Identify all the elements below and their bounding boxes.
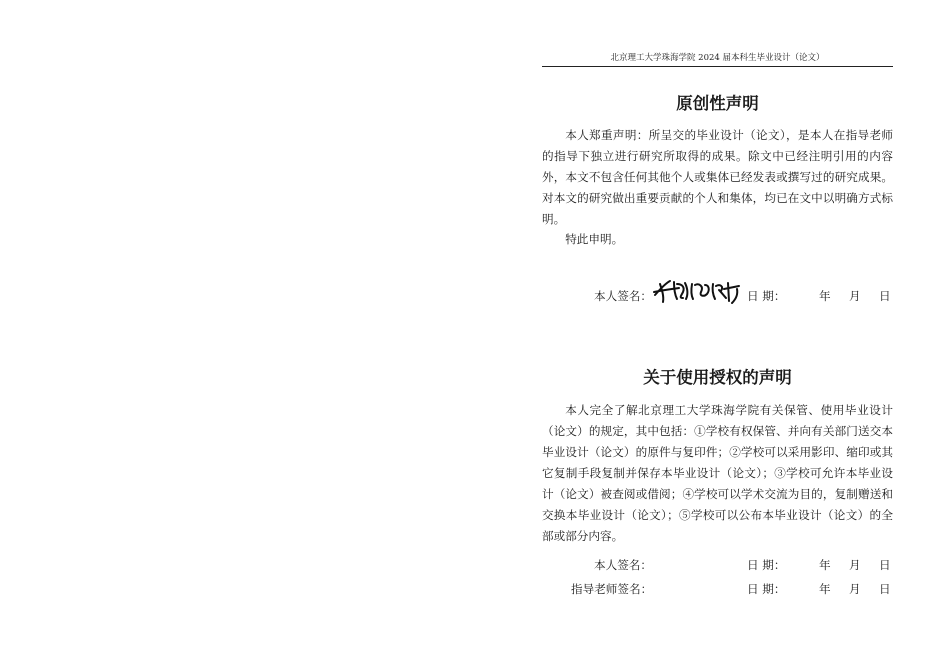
header-rule: [542, 66, 893, 67]
signature-label: 本人签名：: [594, 289, 652, 303]
originality-title: 原创性声明: [676, 94, 759, 113]
running-header: 北京理工大学珠海学院 2024 届本科生毕业设计（论文）: [610, 53, 825, 63]
authorization-paragraph: 本人完全了解北京理工大学珠海学院有关保管、使用毕业设计（论文）的规定，其中包括：①学校有权保管、并向有关部门送交本毕业设计（论文）的原件与复印件；②学校可以采用影印、缩印或其它复制手段复制并保存本毕业设计（论文）；③学校可允许本毕业设计（论文）被查阅或借阅；④学校可以学术交流为目的，复制赠送和交换本毕业设计（论文）；⑤学校可以公布本毕业设计（论文）的全部或部分内容。: [542, 403, 893, 543]
date-label: 日 期：: [747, 558, 786, 572]
authorization-title: 关于使用授权的声明: [643, 368, 792, 387]
month-label: 月: [849, 289, 861, 303]
originality-closing: 特此申明。: [565, 232, 624, 246]
author-signature-row: [542, 554, 893, 576]
date-label: 日 期：: [747, 289, 786, 303]
day-label: 日: [879, 558, 891, 572]
originality-signature-row: [542, 285, 893, 307]
month-label: 月: [849, 582, 861, 596]
day-label: 日: [879, 582, 891, 596]
advisor-signature-row: [542, 578, 893, 600]
document-page: [542, 0, 893, 672]
handwritten-signature: [652, 275, 744, 305]
month-label: 月: [849, 558, 861, 572]
originality-paragraph: 本人郑重声明：所呈交的毕业设计（论文），是本人在指导老师的指导下独立进行研究所取得的成果。除文中已经注明引用的内容外，本文不包含任何其他个人或集体已经发表或撰写过的研究成果。对本文的研究做出重要贡献的个人和集体，均已在文中以明确方式标明。: [542, 128, 893, 226]
year-label: 年: [819, 582, 831, 596]
advisor-signature-label: 指导老师签名：: [571, 582, 653, 596]
signature-label: 本人签名：: [594, 558, 652, 572]
year-label: 年: [819, 558, 831, 572]
date-label: 日 期：: [747, 582, 786, 596]
day-label: 日: [879, 289, 891, 303]
year-label: 年: [819, 289, 831, 303]
